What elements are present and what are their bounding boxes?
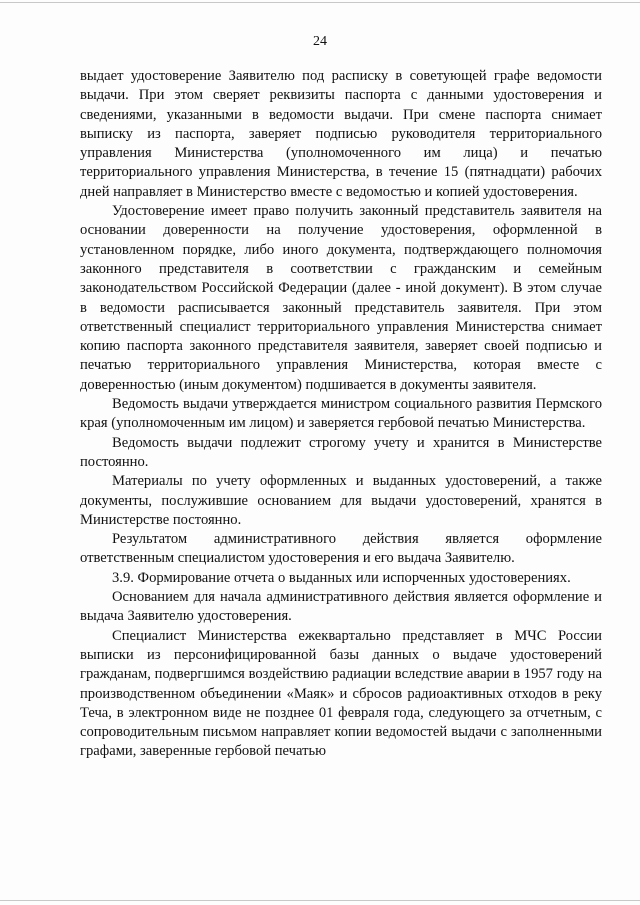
paragraph-9: Специалист Министерства ежеквартально представляет в МЧС России выписки из персонифицированной базы данных о выдаче удостоверений гражданам, подвергшимся воздействию радиации вследствие аварии в 1957 году на производственном объединении «Маяк» и сбросов радиоактивных отходов в реку Теча, в электронном виде не позднее 01 февраля года, следующего за отчетным, с сопроводительным письмом направляет копии ведомостей выдачи с заполненными графами, заверенные гербовой печатью [80, 627, 602, 760]
paragraph-6: Результатом административного действия является оформление ответственным специалистом удостоверения и его выдача Заявителю. [80, 531, 602, 567]
document-body [80, 67, 602, 762]
paragraph-2: Удостоверение имеет право получить законный представитель заявителя на основании доверенности на получение удостоверения, оформленной в установленном порядке, либо иного документа, подтверждающего полномочия законного представителя в соответствии с гражданским и семейным законодательством Российской Федерации (далее - иной документ). В этом случае в ведомости расписывается законный представитель заявителя. При этом ответственный специалист территориального управления Министерства снимает копию паспорта законного представителя заявителя, заверяет своей подписью и печатью территориального управления Министерства, которая вместе с доверенностью (иным документом) подшивается в документы заявителя. [80, 203, 602, 393]
scan-edge-bottom [0, 900, 640, 901]
scan-edge-top [0, 2, 640, 3]
paragraph-4: Ведомость выдачи подлежит строгому учету и хранится в Министерстве постоянно. [80, 434, 602, 470]
paragraph-5: Материалы по учету оформленных и выданных удостоверений, а также документы, послужившие основанием для выдачи удостоверений, хранятся в Министерстве постоянно. [80, 473, 602, 528]
paragraph-3: Ведомость выдачи утверждается министром социального развития Пермского края (уполномоченным им лицом) и заверяется гербовой печатью Министерства. [80, 396, 602, 432]
page-number: 24 [313, 34, 327, 49]
paragraph-8: Основанием для начала административного действия является оформление и выдача Заявителю удостоверения. [80, 589, 602, 625]
section-heading-3-9: 3.9. Формирование отчета о выданных или испорченных удостоверениях. [112, 569, 571, 586]
paragraph-1: выдает удостоверение Заявителю под расписку в советующей графе ведомости выдачи. При этом сверяет реквизиты паспорта с данными удостоверения и сведениями, указанными в ведомости выдачи. При смене паспорта снимает выписку из паспорта, заверяет подписью руководителя территориального управления Министерства (уполномоченного им лица) и печатью территориального управления Министерства, в течение 15 (пятнадцати) рабочих дней направляет в Министерство вместе с ведомостью и копией удостоверения. [80, 68, 602, 200]
